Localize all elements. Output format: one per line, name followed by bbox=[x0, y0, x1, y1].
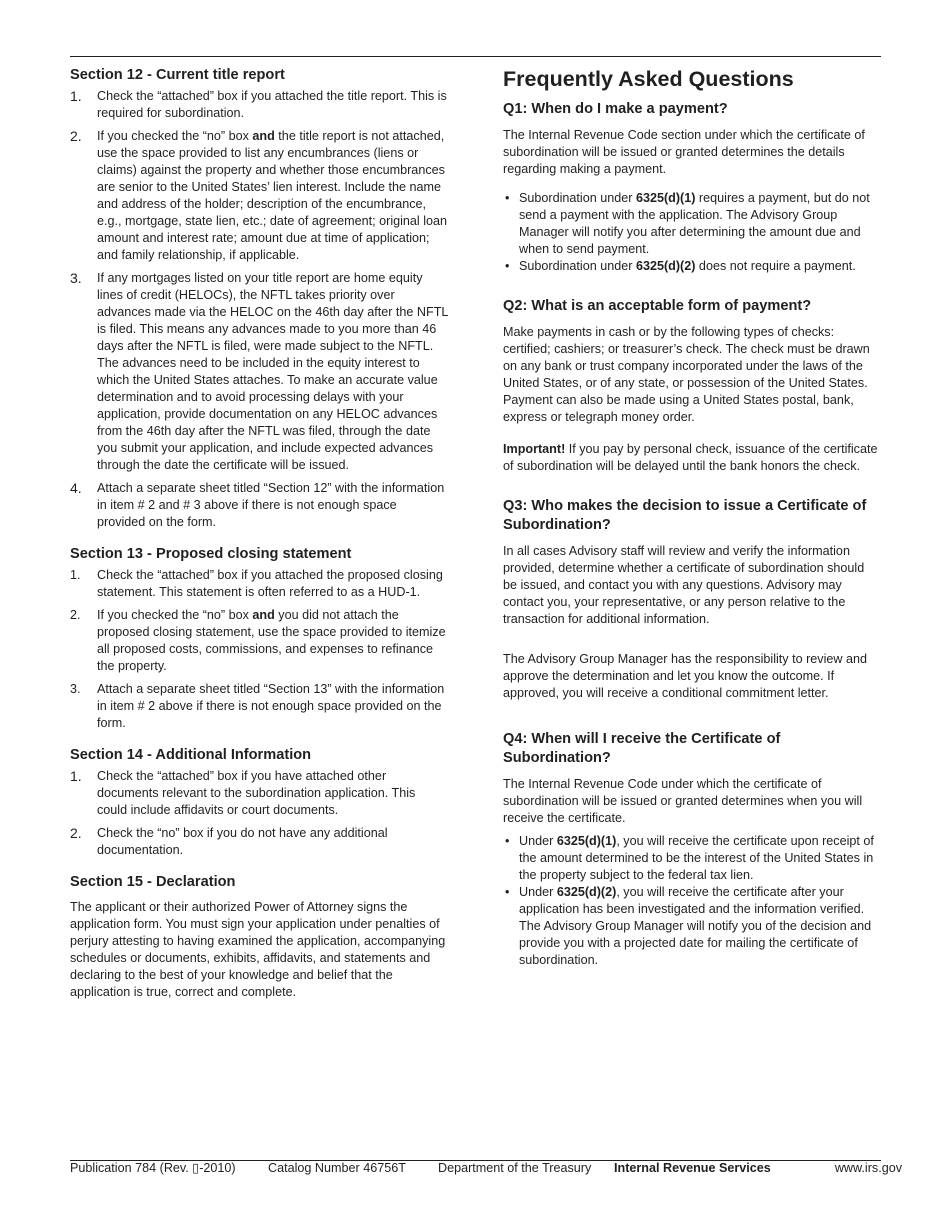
item-number: 2. bbox=[70, 825, 82, 841]
important-note bbox=[503, 441, 881, 475]
bullet-icon: • bbox=[505, 834, 510, 848]
answer-paragraph: The Advisory Group Manager has the responsibility to review and approve the determination and let you know the outcome. If approved, you will receive a conditional commitment letter. bbox=[503, 652, 868, 700]
item-text: Check the “attached” box if you attached the title report. This is required for subordination. bbox=[97, 89, 447, 120]
item-text: Check the “no” box if you do not have any additional documentation. bbox=[97, 826, 388, 857]
list-item bbox=[70, 768, 448, 819]
code-section: 6325(d)(2) bbox=[635, 259, 696, 273]
item-text-bold: and bbox=[252, 129, 275, 143]
answer-paragraph: In all cases Advisory staff will review and verify the information provided, determine whether a certificate of subordination should be issued, and contact you with any questions. Advisory may contact you, your representative, or any person relative to the transaction for additional information. bbox=[503, 544, 865, 626]
publication-number: Publication 784 (Rev. ▯-2010) bbox=[70, 1161, 236, 1175]
list-item bbox=[503, 190, 881, 258]
list-item bbox=[70, 270, 448, 474]
agency-name: Internal Revenue Services bbox=[614, 1161, 771, 1175]
item-text: If any mortgages listed on your title report are home equity lines of credit (HELOCs), the NFTL takes priority over advances made via the HELOC on the 46th day after the NFTL is filed. This means any advances made to you more than 46 days after the NFTL is filed, were made subject to the NFTL. The advances need to be included in the equity interest to which the United States attaches. To make an accurate value determination and to avoid processing delays with your application, provide documentation on any HELOC advances from the 46th day after the NFTL was filed, through the date you submit your application, and include expected advances through the date the certificate will be issued. bbox=[97, 271, 448, 472]
section-14-list bbox=[70, 768, 448, 859]
department: Department of the Treasury bbox=[438, 1161, 592, 1175]
item-number: 3. bbox=[70, 270, 82, 286]
catalog-number: Catalog Number 46756T bbox=[268, 1161, 406, 1175]
item-text: you did not attach the proposed closing statement, use the space provided to itemize all proposed costs, commissions, and expenses to refinance the property. bbox=[97, 608, 446, 673]
code-section: 6325(d)(1) bbox=[556, 834, 617, 848]
item-text: the title report is not attached, use the space provided to list any encumbrances (liens or claims) against the property and whether those encumbrances are senior to the United States’ lien interest. Include the name and address of the holder; description of the encumbrance, e.g., mortgage, state lien, etc.; date of agreement; original loan amount and interest rate; amount due at time of application; and family relationship, if applicable. bbox=[97, 129, 448, 262]
answer-paragraph: The Internal Revenue Code section under which the certificate of subordination will be issued or granted determines the details regarding making a payment. bbox=[503, 128, 865, 176]
answer-bullets bbox=[503, 833, 881, 969]
section-13-heading: Section 13 - Proposed closing statement bbox=[70, 546, 352, 562]
list-item bbox=[503, 884, 881, 969]
important-text: If you pay by personal check, issuance of the certificate of subordination will be delayed until the bank honors the check. bbox=[503, 442, 878, 473]
item-text: Check the “attached” box if you have attached other documents relevant to the subordination application. This could include affidavits or court documents. bbox=[97, 769, 416, 817]
answer-paragraph: Make payments in cash or by the following types of checks: certified; cashiers; or treasurer’s check. The check must be drawn on any bank or trust company incorporated under the laws of the United States, or of any state, or possession of the United States. Payment can also be made using a United States postal, bank, express or telegraph money order. bbox=[503, 325, 870, 424]
list-item bbox=[70, 825, 448, 859]
bullet-text: , you will receive the certificate after your application has been investigated and the information verified. The Advisory Group Manager will notify you of the decision and provide you with a projected date for mailing the certificate of subordination. bbox=[519, 885, 872, 967]
bullet-text: does not require a payment. bbox=[695, 259, 856, 273]
bullet-icon: • bbox=[505, 259, 510, 273]
item-number: 1. bbox=[70, 88, 82, 104]
right-column bbox=[503, 66, 881, 969]
top-rule bbox=[70, 56, 881, 57]
question-heading: Q4: When will I receive the Certificate of Subordination? bbox=[503, 731, 781, 766]
bullet-text: Subordination under bbox=[519, 191, 636, 205]
item-number: 2. bbox=[70, 608, 81, 622]
code-section: 6325(d)(1) bbox=[635, 191, 696, 205]
bullet-text: Under bbox=[519, 885, 557, 899]
bullet-text: Under bbox=[519, 834, 557, 848]
question-heading: Q1: When do I make a payment? bbox=[503, 101, 728, 117]
item-text-lead: If you checked the “no” box bbox=[97, 129, 253, 143]
answer-bullets bbox=[503, 190, 881, 275]
item-text: Attach a separate sheet titled “Section 13” with the information in item # 2 above if there is not enough space provided on the form. bbox=[97, 682, 445, 730]
section-12 bbox=[70, 66, 448, 531]
section-14-heading: Section 14 - Additional Information bbox=[70, 747, 312, 763]
faq-q1 bbox=[503, 100, 881, 275]
section-13-list bbox=[70, 567, 448, 732]
item-text-lead: If you checked the “no” box bbox=[97, 608, 253, 622]
section-13 bbox=[70, 545, 448, 732]
list-item bbox=[70, 681, 448, 732]
item-number: 1. bbox=[70, 568, 81, 582]
bullet-icon: • bbox=[505, 191, 510, 205]
important-label: Important! bbox=[503, 442, 566, 456]
list-item bbox=[503, 258, 881, 275]
section-12-list bbox=[70, 88, 448, 531]
list-item bbox=[70, 607, 448, 675]
faq-q4 bbox=[503, 730, 881, 969]
list-item bbox=[70, 567, 448, 601]
question-heading: Q3: Who makes the decision to issue a Certificate of Subordination? bbox=[503, 498, 867, 533]
website-url: www.irs.gov bbox=[834, 1161, 902, 1175]
section-15-heading: Section 15 - Declaration bbox=[70, 874, 236, 890]
list-item bbox=[503, 833, 881, 884]
code-section: 6325(d)(2) bbox=[556, 885, 617, 899]
list-item bbox=[70, 480, 448, 531]
bullet-icon: • bbox=[505, 885, 510, 899]
section-12-heading: Section 12 - Current title report bbox=[70, 67, 285, 83]
section-14 bbox=[70, 746, 448, 859]
bullet-text: , you will receive the certificate upon receipt of the amount determined to be the interest of the United States in the property subject to the federal tax lien. bbox=[519, 834, 874, 882]
section-15-text: The applicant or their authorized Power of Attorney signs the application form. You must sign your application under penalties of perjury attesting to having examined the application, accompanying schedules or documents, exhibits, affidavits, and statements and declaring to the best of your knowledge and belief that the application is true, correct and complete. bbox=[70, 900, 446, 999]
item-text-bold: and bbox=[252, 608, 275, 622]
section-15 bbox=[70, 873, 448, 1001]
answer-paragraph: The Internal Revenue Code under which the certificate of subordination will be issued or granted determines when you will receive the certificate. bbox=[503, 777, 863, 825]
item-number: 2. bbox=[70, 128, 82, 144]
item-text: Attach a separate sheet titled “Section 12” with the information in item # 2 and # 3 above if there is not enough space provided on the form. bbox=[97, 481, 445, 529]
item-text: Check the “attached” box if you attached the proposed closing statement. This statement is often referred to as a HUD-1. bbox=[97, 568, 443, 599]
faq-q3 bbox=[503, 497, 881, 702]
bullet-text: Subordination under bbox=[519, 259, 636, 273]
bullet-text: requires a payment, but do not send a payment with the application. The Advisory Group Manager will notify you after determining the amount due and when to send payment. bbox=[519, 191, 870, 256]
question-heading: Q2: What is an acceptable form of payment? bbox=[503, 298, 812, 314]
list-item bbox=[70, 128, 448, 264]
list-item bbox=[70, 88, 448, 122]
faq-q2 bbox=[503, 297, 881, 475]
left-column bbox=[70, 66, 448, 1001]
item-number: 3. bbox=[70, 682, 81, 696]
item-number: 1. bbox=[70, 768, 82, 784]
faq-title: Frequently Asked Questions bbox=[503, 67, 794, 91]
item-number: 4. bbox=[70, 480, 82, 496]
